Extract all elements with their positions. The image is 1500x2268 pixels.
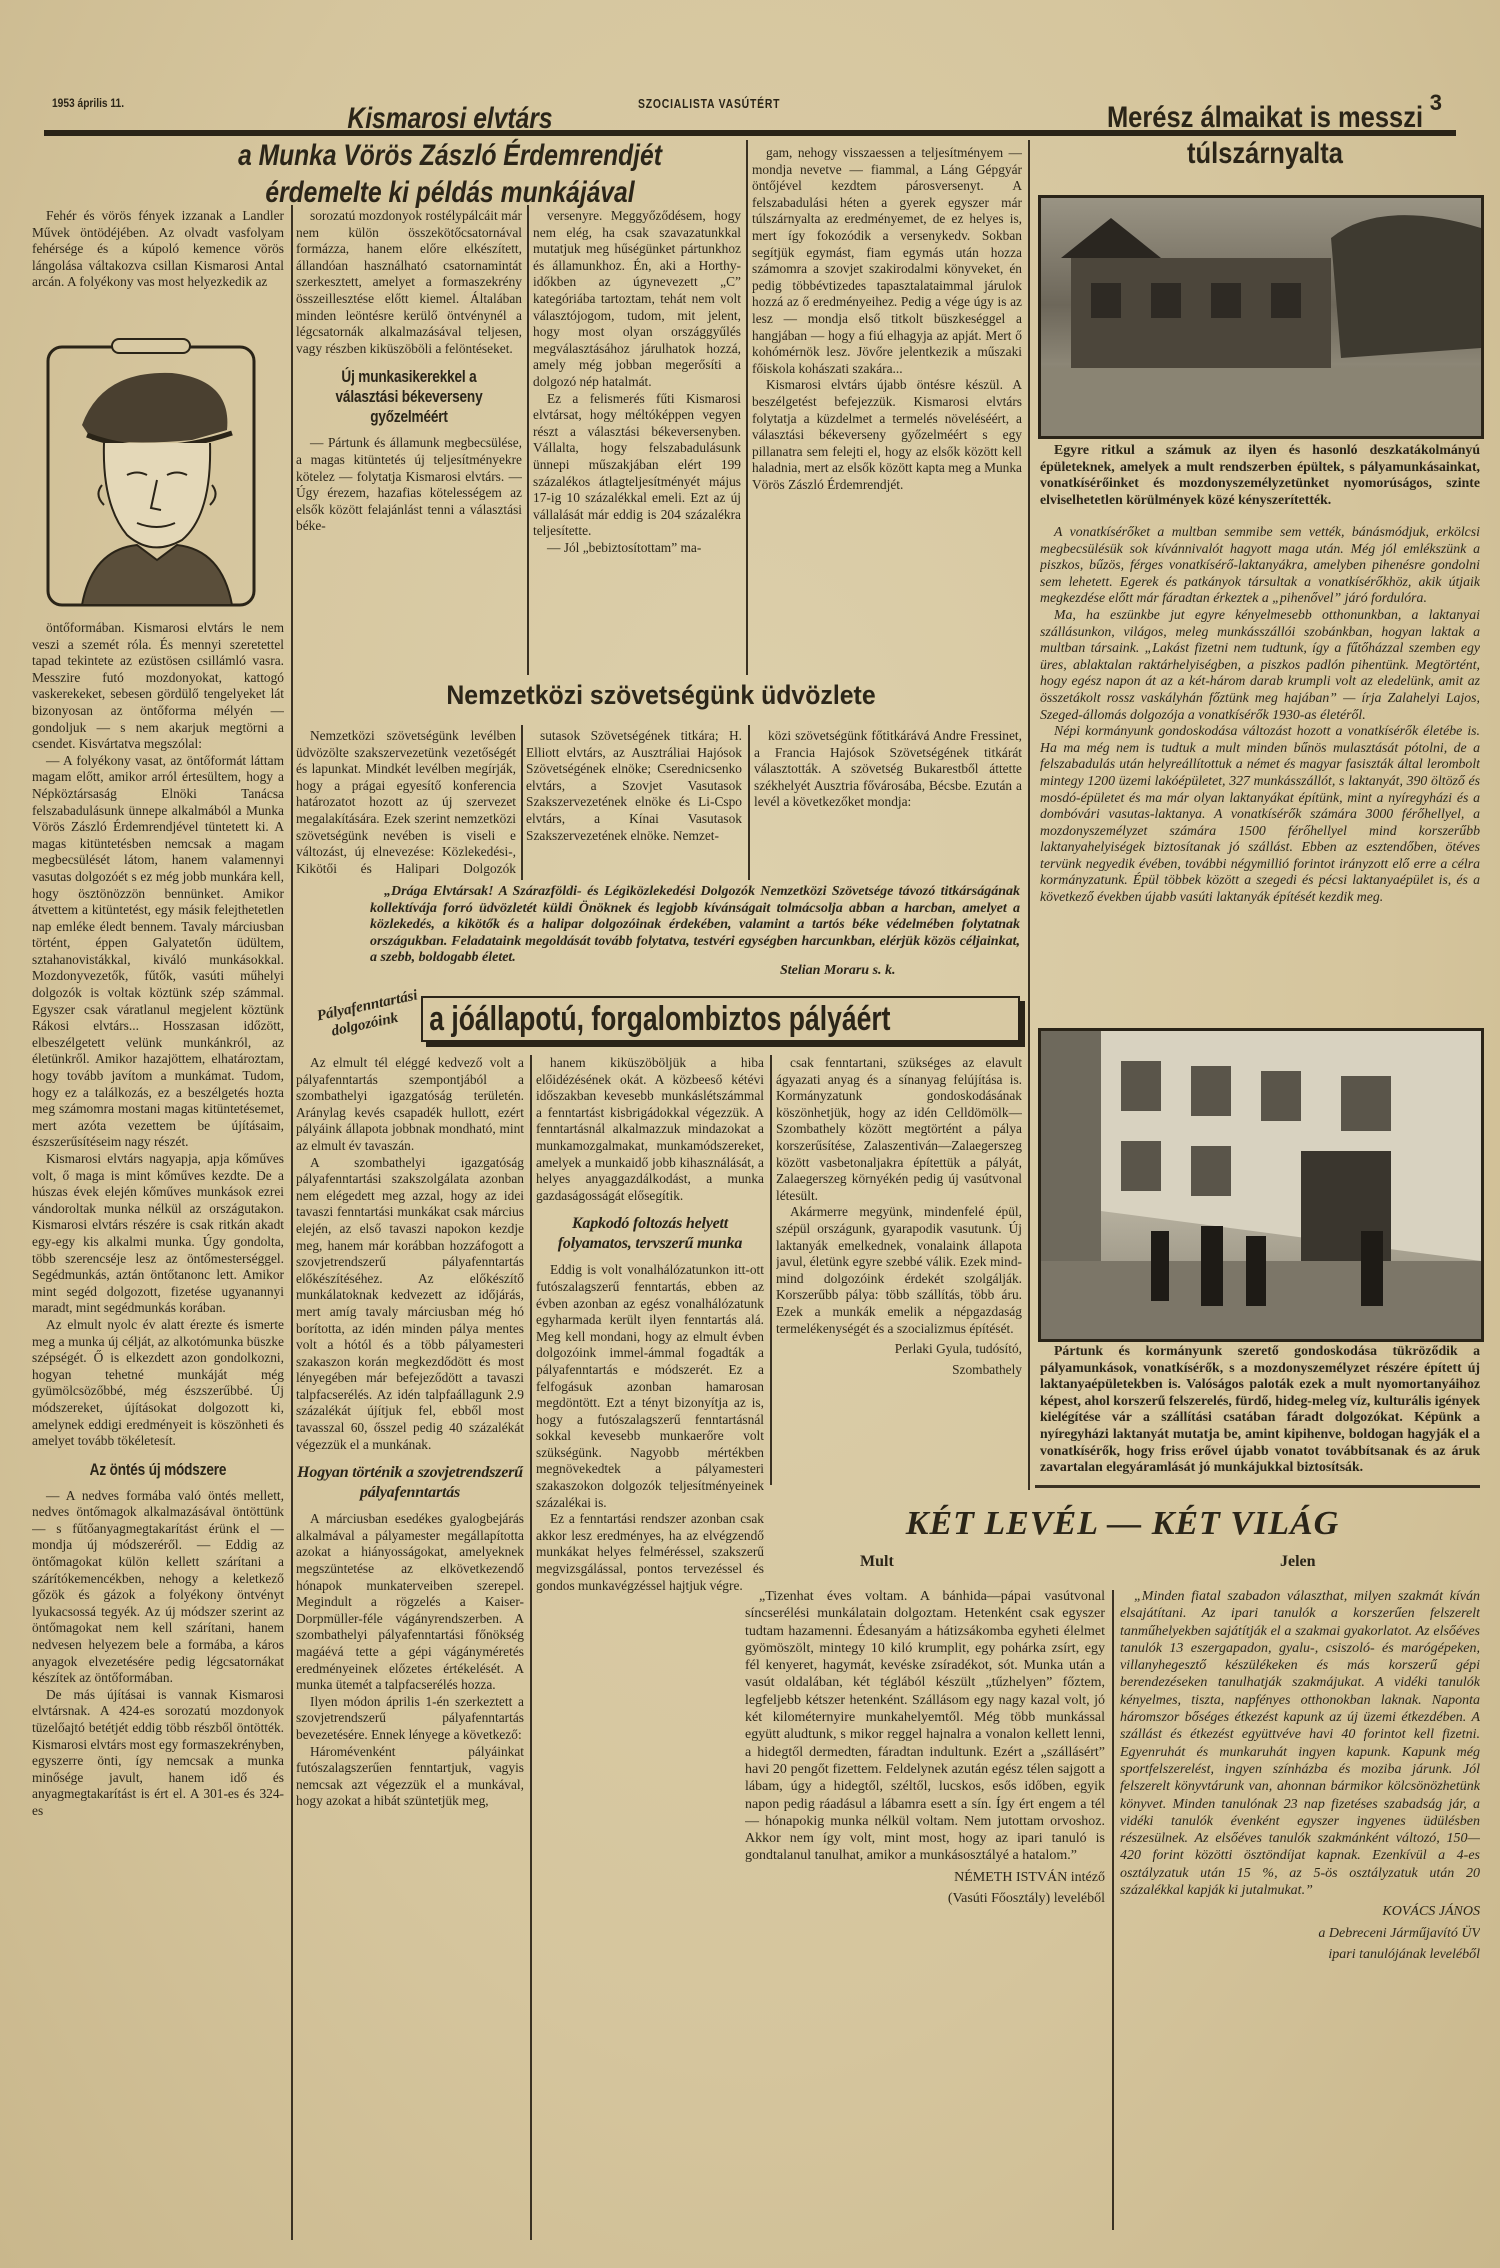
paragraph: „Tizenhat éves voltam. A bánhida—pápai vasútvonal síncserélési munkálatain dolgoztam. Hetenként csak egyszer tudtam hazamenni. Édesanyám a hátizsákomba egyheti élelmet gyömöszölt, mintegy 10 kiló krumplit, egy pohárka zsírt, egy fél kenyeret, hagymát, kevéske zsíradékot, sót. Munka után a vasút oldalában, két téglából készült „tűzhelyen” főztem, legfeljebb kétszer hetenként. Szállásom egy nagy kazal volt, jó két kilométernyire munkahelyemtől. Még több munkással együtt aludtunk, s mikor reggel hajnalra a vonalon kellett lenni, a hidegtől dermedten, fáradtan indultunk. Ezért a „szállásért” havi 20 pengőt fizettem. Feldelynek azután egész télen sajgott a lábam, úgy a hidegtől, széltől, lucskos, esős időben, egyik napon pedig ráadásul a lábamra esett a sín. Így ért engem a tél — hónapokig munka nélkül voltam. Nem jutottam orvoshoz. Akkor nem így volt, mint most, hogy az ipari tanuló is gondtalanul tanulhat, amikor a munkásosztályé a hatalom.” bbox=[745, 1589, 1105, 1864]
paragraph: közi szövetségünk főtitkárává Andre Fressinet, a Francia Hajósok Szövetségének titkárát választották. A szövetség Bukarestből áttette székhelyét Ausztria fővárosába, Bécsbe. Ezután a levél a következőket mondja: bbox=[754, 728, 1022, 810]
paragraph: Háromévenként pályáinkat futószalagszerűen fenntartjuk, vagyis nemcsak azt végezzük el a munkával, hogy azokat a hibát szüntetjük meg, bbox=[296, 1743, 524, 1809]
paragraph: De más újításai is vannak Kismarosi elvtársnak. A 424-es sorozatú mozdonyok tüzelőajtó betétjét eddig több részből öntötték. Kismarosi elvtárs most egy formaszekrényben, egyszerre önti, így nemcsak a munka minősége javult, hanem idő és anyagmegtakarítást is ért el. A 301-es és 324-es bbox=[32, 1686, 284, 1818]
paragraph: „Minden fiatal szabadon választhat, milyen szakmát kíván elsajátítani. Az ipari tanulók a korszerűen felszerelt tanműhelyekben sajátítják el a szakmai gyakorlatot. Az elsőéves tanulók 13 eszergapadon, gyalu-, csiszoló- és marógépeken, villanyhegesztő készülékeken és más korszerű gépi berendezéseken tanulhatják szakmájukat. A vidéki tanulók kényelmes, tiszta, napfényes otthonokban laknak. Naponta háromszor bőséges étkezést kapunk az új üzemi étkezdében. A szállást és étkezést együttvéve havi 40 forintot kell fizetni. Egyenruhát és munkaruhát ingyen kapunk. Kapunk még sportfelszerelést, ingyen színházba és moziba járunk. Jól felszerelt könyvtárunk van, ahonnan bármikor kölcsönözhetünk könyvet. Minden tanulónak 23 nap fizetéses szabadság jár, a vidéki tanulók évenként egyszer ingyenes üdülésben részesülnek. Az elsőéves tanulók szakmánként változó, 150—420 forint közötti ösztöndíjat kapnak. Ezenkívül a 4-es osztályzatuk után 15 %, az 5-ös osztályzatuk után 20 százalékkal kapják ki jutalmukat.” bbox=[1120, 1589, 1480, 1899]
paragraph: csak fenntartani, szükséges az elavult ágyazati anyag és a sínanyag felújítása is. Kormányzatunk gondoskodásának köszönhetjük, hogy az idén Celldömölk—Szombathely között megtörtént a pálya korszerűsítése, Zalaszentiván—Zalaegerszeg között vasbetonaljakra építettük a pályát, Zalaegerszeg környékén pedig új vasútvonal létesült. bbox=[776, 1055, 1022, 1203]
paragraph: Kismarosi elvtárs újabb öntésre készül. A beszélgetést befejezzük. Kismarosi elvtárs folytatja a küzdelmet a termelés növeléséért, a választási békeverseny győzelméért s egy pillanatra sem felejti el, hogy az elsők között kell haladnia, mert az elsők között kapta meg a Munka Vörös Zászló Érdemrendjét. bbox=[752, 377, 1022, 492]
new-barracks-photo bbox=[1038, 1028, 1484, 1342]
signature: ipari tanulójának leveléből bbox=[1328, 1946, 1480, 1962]
headline-line: a Munka Vörös Zászló Érdemrendjét bbox=[238, 139, 662, 172]
signature: Szombathely bbox=[952, 1361, 1022, 1377]
barracks-body bbox=[1040, 524, 1480, 1022]
paragraph: — Pártunk és államunk megbecsülése, a magas kitüntetés új teljesítményekre kötelez — folytatja Kismarosi elvtárs. — Úgy érezem, hazafias kötelességem az elsők között felajánlást tenni a választási béke- bbox=[296, 435, 522, 534]
track-article-col1 bbox=[296, 1055, 524, 2240]
paragraph: öntőformában. Kismarosi elvtárs le nem veszi a szemét róla. És mennyi szeretettel tapad tekintete az ezüstösen csillámló vasra. Messzire futó mozdonyokat, kattogó vaskerekeket, sebesen gördülő tengelyeket lát bizonyosan az öntőforma mélyén — gondoljuk — s nem akarjuk megtörni a csendet. Kisvártatva megszólal: bbox=[32, 620, 284, 752]
page-number: 3 bbox=[1429, 90, 1442, 115]
subheading: Új munkasikerekkel a választási békeverseny győzelméért bbox=[335, 367, 483, 427]
track-article-col3 bbox=[776, 1055, 1022, 1485]
signature: a Debreceni Járműjavító ÜV bbox=[1318, 1925, 1480, 1941]
subheading: Az öntés új módszere bbox=[89, 1459, 227, 1479]
intl-article-col3 bbox=[754, 728, 1022, 878]
photo-caption: Pártunk és kormányunk szerető gondoskodása tükröződik a pályamunkások, vonatkísérők, s a mozdonyszemélyzet részére épített új laktanyaépületekben is. Valóságos paloták ezek a mult nyomortanyáihoz képest, ahol korszerű felszerelés, fürdő, hideg-meleg víz, kulturális igények kielégítése vár a szállítási csatában fáradt dolgozókat. Képünk a nyíregyházi laktanyát mutatja be, amint kipihenve, boldogan hagyják el a vonatkísérők, hogy friss erővel újabb vonatot továbbítsanak és az áruk zavartalan elegyáramlását jó munkájukkal biztosítsák. bbox=[1040, 1343, 1480, 1475]
column-divider bbox=[527, 205, 529, 675]
track-article-col2 bbox=[536, 1055, 764, 2240]
paragraph: Fehér és vörös fények izzanak a Landler Művek öntödéjében. Az olvadt vasfolyam fehérsége és a kúpoló kemence vörös lángolása váltakozva csillan Kismarosi Antal arcán. A folyékony vas most helyezkedik az bbox=[32, 208, 284, 290]
column-divider bbox=[770, 1055, 772, 1485]
letters-past-col bbox=[745, 1588, 1105, 2238]
paragraph: A márciusban esedékes gyalogbejárás alkalmával a pályamester megállapította azokat a hiányosságokat, amelyeknek megszüntetése az elkövetkezendő hónapok munkaterveiben szerepel. Megindult a rögzelés a Kaiser-Dorpmüller-féle vágányrendszerben. A szombathelyi pályafenntartási főnökség magáévá tette a gépi vágányméretés eredményeinek előzetes értékelését. A munka ütemét a talpfacserélés hozza. bbox=[296, 1511, 524, 1693]
paragraph: Az elmult tél eléggé kedvező volt a pályafenntartás szempontjából a szombathelyi igazgatóság területén. Aránylag kevés csapadék hullott, ezért pályáink állapota jobbnak mondható, mint az elmult év tavaszán. bbox=[296, 1055, 524, 1153]
paragraph: Az elmult nyolc év alatt érezte és ismerte meg a munka új célját, az alkotómunka büszke szépségét. Ő is elkezdett azon gondolkozni, hogyan tehetné munkáját még gyümölcsözőbbé, még észszerűbbé. Új módszereket, újításokat dolgozott ki, amelynek eddigi eredményeit is köszönheti és amelyet tovább tökéletesít. bbox=[32, 1316, 284, 1449]
column-divider bbox=[530, 1055, 532, 2240]
paragraph: versenyre. Meggyőződésem, hogy nem elég, ha csak szavazatunkkal mutatjuk meg hűségünket pártunkhoz és államunkhoz. Én, aki a Horthy-időkben az úgynevezett „C” kategóriába tartoztam, tehát nem volt választójogom, tudom, mit jelent, hogy most olyan országgyűlés megválasztásához járulhatok hozzá, amely még jobban megerősíti a dolgozó nép hatalmát. bbox=[533, 208, 741, 389]
old-barracks-photo bbox=[1038, 195, 1484, 439]
intl-article-col2 bbox=[526, 728, 742, 878]
paragraph: Ma, ha eszünkbe jut egyre kényelmesebb otthonunkban, a laktanyai szállásunkon, világos, meleg munkásszállói szobánkban, hogyan laktak a multban társaink. „Lakást fizetni nem tudtunk, így a fűtőházzal szemben egy üres, ablaktalan raktárhelyiségben, a piszkos padlón pihentünk. Megtörtént, hogy egész napon át az a két-három darab krumpli volt az eledelünk, amit az összetákolt rossz vaskályhán főztünk meg hajában” — írja Zalahelyi Lajos, Szeged-állomás dolgozója a vonatkísérők 1930-as életéről. bbox=[1040, 606, 1480, 722]
photo-caption: Egyre ritkul a számuk az ilyen és hasonló deszkatákolmányú épületeknek, amelyek a mult rendszerben épültek, s pályamunkásainkat, vonatkísérőinket és mozdonyszemélyzetünket nyomorúságos, szinte elviselhetetlen körülmények közé kényszerítették. bbox=[1040, 442, 1480, 507]
letters-past-label: Mult bbox=[860, 1553, 894, 1570]
paragraph: Ilyen módon április 1-én szerkeztett a szovjetrendszerű pályafenntartás bevezetésére. Ennek lényege a következő: bbox=[296, 1693, 524, 1742]
track-article-banner bbox=[296, 987, 1026, 1048]
barracks-caption2 bbox=[1040, 1343, 1480, 1483]
subheading: Kapkodó foltozás helyett folyamatos, tervszerű munka bbox=[557, 1215, 743, 1253]
column-divider bbox=[748, 725, 750, 880]
paragraph: gam, nehogy visszaessen a teljesítményem — mondja nevetve — fiammal, a Láng Gépgyár öntőjével kezdtem párosversenyt. A felszabadulási héten a gyerek egyszer már túlszárnyalta az eredményemet, de ez helyes is, mert így fokozódik a versenykedv. Sokban segítjük egymást, fiam egymás után hozza számomra a szovjet szakirodalmi könyveket, én pedig többévtizedes tapasztalataimmal járulok hozzá az ő eredményeihez. Pedig a vége úgy is az lesz — mondja első titkolt büszkeséggel a hangjában — hogy a fiú elhagyja az apját. Mert ő kohómérnök lesz. Jövőre jelentkezik a műszaki főiskola kohászati szakára... bbox=[752, 145, 1022, 376]
intl-letter bbox=[370, 884, 1020, 979]
paragraph: Eddig is volt vonalhálózatunkon itt-ott futószalagszerű fenntartás, ebben az évben azonban az egész vonalhálózatunk egyharmada került ilyen fenntartás alá. Meg kell mondani, hogy az elmult évben dolgozóink immel-ámmal fogadták a pályafenntartás e módszerét. Ez a felfogásuk azonban hamarosan megdöntött. Ezt a tényt bizonyítja az is, hogy a futószalagszerű fenntartásnál sokkal kevesebb munkaerőre volt szükségünk. Nagyobb mértékben megnövekedtek a pályamesteri szakaszokon dolgozók teljesítményeinek százalékai is. bbox=[536, 1262, 764, 1510]
letters-headline: KÉT LEVÉL — KÉT VILÁG bbox=[905, 1505, 1340, 1542]
signature: (Vasúti Főosztály) leveléből bbox=[947, 1891, 1105, 1907]
paragraph: A szombathelyi igazgatóság pályafenntartási szakszolgálata azonban nem elégedett meg azzal, hogy az idei tavaszi fenntartási munkákat csak március elején, az első tavaszi napokon kezdje meg, hanem már korábban hozzáfogott a szovjetrendszerű pályafenntartás előkészítéséhez. Az előkészítő munkálatoknak kedvezett az időjárás, mert amíg tavaly márciusban még hó borította, az idén minden pálya mentes volt a hótól és a több pályamesteri szakaszon korán megkezdődött és most lényegében már befejeződött a tavaszi talpfacserélés. Az idén talpfaállagunk 2.9 százalékát újítjuk fel, ebből most tavasszal 60, ősszel pedig 40 százalékát végezzük el a munkának. bbox=[296, 1154, 524, 1452]
subheading: Hogyan történik a szovjetrendszerű pályafenntartás bbox=[297, 1464, 523, 1502]
paragraph: — Jól „bebiztosítottam” ma- bbox=[547, 539, 702, 555]
main-article-col3 bbox=[533, 208, 741, 673]
paragraph: Ez a felismerés fűti Kismarosi elvtársat, hogy méltóképpen vegyen részt a választási békeversenyben. Vállalta, hogy felszabadulásunk ünnepi műszakjában elért 199 százalékos átlagteljesítményét május 17-ig 10 százalékkal emeli. Ezt az új vállalását már eddig is 204 százalékra teljesítette. bbox=[533, 390, 741, 539]
headline-line: túlszárnyalta bbox=[1187, 137, 1343, 170]
paragraph: sorozatú mozdonyok rostélypálcáit már nem külön összekötőcsatornával formázza, hanem előre elkészített, állandóan használható csatornamintát szerkesztett, amelyet a formaszekrény összeillesztése előtt kiemel. Általában minden leöntésre kerülő öntvénynél a légcsatornák alkalmazásával teljesen, vagy részben kiküszöböli a felöntéseket. bbox=[296, 208, 522, 356]
main-article-col1 bbox=[32, 620, 284, 2245]
track-article-headline-box bbox=[421, 996, 1020, 1042]
paragraph: hanem kiküszöböljük a hiba előidézésének okát. A közbeeső kétévi időszakban kevesebb munkáslétszámmal a fenntartást kisbrigádokkal végezzük. A fenntartásnál alkalmazzuk mindazokat a munkamozgalmakat, munkamódszereket, amelyek a munkaidő jobb kihasználását, a helyes anyaggazdálkodást, a munka gazdaságosságát elősegítik. bbox=[536, 1055, 764, 1203]
paragraph: sutasok Szövetségének titkára; H. Elliott elvtárs, az Ausztráliai Hajósok Szövetségének elnöke; Cserednicsenko elvtárs, a Szovjet Vasutasok Szakszervezetének elnöke és Li-Cspo elvtárs, a Kínai Vasutasok Szakszervezetének elnöke. Nemzet- bbox=[526, 728, 742, 843]
main-article-headline bbox=[188, 100, 713, 211]
track-article-headline: a jóállapotú, forgalombiztos pályáért bbox=[429, 1000, 891, 1038]
track-article-kicker: Pályafenntartási dolgozóink bbox=[315, 987, 420, 1040]
signature: NÉMETH ISTVÁN intéző bbox=[954, 1869, 1105, 1885]
column-divider bbox=[291, 205, 293, 2240]
paper-title: SZOCIALISTA VASÚTÉRT bbox=[638, 96, 781, 111]
paragraph: Ez a fenntartási rendszer azonban csak akkor lesz eredményes, ha az elvégzendő munkákat helyes felméréssel, szakszerű megvizsgálással, pontos tervezéssel és gondos munkavégzéssel hajtjuk végre. bbox=[536, 1511, 764, 1593]
barracks-headline bbox=[1070, 100, 1461, 172]
main-article-col2 bbox=[296, 208, 522, 673]
intl-article-headline: Nemzetközi szövetségünk üdvözlete bbox=[446, 680, 876, 710]
paragraph: — A folyékony vasat, az öntőformát láttam magam előtt, amikor arról értesültem, hogy a Népköztársaság Elnöki Tanácsa felszabadulásunk ünnepe alkalmából a Munka Vörös Zászló Érdemrendjével tüntetett ki. A magas kitüntetésben nemcsak a magam megbecsülését látom, hanem valamennyi vasutas dolgozóét s ez még jobb munkára kell, hogy ösztönözzön bennünket. Amikor átvettem a kitüntetést, egy másik felejthetetlen nap emléke éledt bennem. Tavaly márciusban történt, éppen Galyatetőn üdültem, sztahanovistákkal, kiváló munkásokkal. Mozdonyvezetők, fűtők, vasúti műhelyi dolgozók is voltak köztünk szép számmal. Egyszer csak váratlanul megjelent köztünk Rákosi elvtárs... Hosszasan időzött, elbeszélgetett velünk munkánkról, az életünkről. Amikor hazajöttem, elhatároztam, hogy tovább javítom a munkámat. Tudom, hogy ez a találkozás, ez a beszélgetés hozta meg számomra mostani magas kitüntetésemet, mert azóta vezettem be újításaim, észszerűsítéseim nagy részét. bbox=[32, 752, 284, 1150]
paragraph: Népi kormányunk gondoskodása változást hozott a vonatkísérők életébe is. Ha ma még nem is tudtuk a mult minden bűnös mulasztását pótolni, de a felszabadulás után helyreállítottuk a német és magyar fasiszták által lerombolt mintegy 1200 üzemi lakóépületet, 327 munkásszállót, s laktanyát, 390 öltöző és mosdó-épületet és ma már olyan laktanyákat építünk, mint a nyíregyházi és a dombóvári vasutas-laktanya. A vonatkísérők számára 3000 férőhellyel, a mozdonyszemélyzet számára 1500 férőhellyel mind korszerűbb laktanyahelyiségek biztosítanak jó szállást. Ebben az esztendőben, ötéves tervünk negyedik évében, további négymillió forintot irányzott elő erre a célra kormányzatunk. Épül többek között a szegedi és pécsi laktanyaépület is, és a következő években újabb vasúti laktanyák építését kezdik meg. bbox=[1040, 723, 1480, 905]
main-article-col4 bbox=[752, 145, 1022, 675]
intl-letter-signature: Stelian Moraru s. k. bbox=[780, 963, 896, 978]
letters-present-col bbox=[1120, 1588, 1480, 2238]
signature: KOVÁCS JÁNOS bbox=[1382, 1904, 1480, 1920]
headline-line: Kismarosi elvtárs bbox=[347, 102, 553, 135]
signature: Perlaki Gyula, tudósító, bbox=[894, 1341, 1022, 1357]
section-divider bbox=[1028, 140, 1030, 1490]
headline-line: Merész álmaikat is messzi bbox=[1106, 101, 1424, 134]
column-divider bbox=[746, 140, 748, 675]
paragraph: Akármerre megyünk, mindenfelé épül, szépül országunk, gyarapodik vasutunk. Új laktanyák emelkednek, vonalaink állapota javul, életünk egyre szebbé válik. Ezek mind-mind dolgozóink érdekét szolgálják. Korszerűbb pálya: több szállítás, több áru. Ezek a munkák emelik a népgazdaság termelékenységét és a szocializmus építését. bbox=[776, 1204, 1022, 1336]
portrait-illustration bbox=[42, 335, 260, 610]
main-article-col1-top bbox=[32, 208, 284, 328]
letter-text: „Drága Elvtársak! A Szárazföldi- és Légiközlekedési Dolgozók Nemzetközi Szövetsége távozó titkárságának kollektívája forró üdvözletét küldi Önöknek és legjobb kívánságait tolmácsolja abban a harcban, amelyet a közlekedés, a kikötők és a halipar dolgozóinak érdekében, valamint a tartós béke védelmében folytatnak országukban. Feladataink megoldását tovább folytatva, testvéri egységben harcunkban, elérjük közös céljainkat, a szebb, boldogabb életet. bbox=[370, 884, 1020, 966]
paragraph: — A nedves formába való öntés mellett, nedves öntőmagok alkalmazásával öntöttünk — s fűtőanyagmegtakarítást érünk el — mondja új módszeréről. — Eddig az öntőmagokat külön kellett szárítani a szárítókemencékben, nehogy a keletkező gőzök és gázok a folyékony öntvényt lyukacsossá tegyék. Az új módszer szerint az öntőmagokat nem kell szárítani, hanem nedvesen helyezem bele a formába, a káros anyagok elvezetésére pedig légcsatornákat készítek az öntőformában. bbox=[32, 1487, 284, 1686]
headline-line: érdemelte ki példás munkájával bbox=[265, 176, 635, 209]
letters-present-label: Jelen bbox=[1280, 1553, 1316, 1570]
barracks-caption1 bbox=[1040, 442, 1480, 522]
column-divider bbox=[1112, 1590, 1114, 2230]
section-rule bbox=[1035, 1485, 1480, 1488]
intl-article-col1 bbox=[296, 728, 516, 878]
paragraph: Nemzetközi szövetségünk levélben üdvözölte szakszervezetünk vezetőségét és lapunkat. Mindkét levélben megírják, hogy a prágai egyesítő konferencia határozatot hozott az új szervezet megalakítására. Ezek szerint nemzetközi szövetségünk nevében is viseli e változást, új elnevezése: Közlekedési-, Kikötői és Halipari Dolgozók bbox=[296, 728, 516, 876]
issue-date: 1953 április 11. bbox=[52, 96, 125, 110]
column-divider bbox=[521, 725, 523, 880]
paragraph: A vonatkísérőket a multban semmibe sem vették, bánásmódjuk, erkölcsi megbecsülésük sok kívánnivalót hagyott maga után. Még jól emlékszünk a piszkos, bűzös, férges vonatkísérő-laktanyákra, amelyben pihenésre gondolni sem lehetett. Egerek és patkányok társultak a vonatkísérőkhöz, akik útjaik megkezdése előtt már fáradtan érkeztek a „pihenővel” járó fordulóra. bbox=[1040, 524, 1480, 606]
paragraph: Kismarosi elvtárs nagyapja, apja kőműves volt, ő maga is mint kőműves kezdte. De a húszas évek elején kőműves munkások ezrei vándoroltak munka nélkül az országutakon. Kismarosi elvtárs részére is csak ritkán akadt egy-egy kis alkalmi munka. Úgy gondolta, több szerencséje lesz az öntőmesterséggel. Segédmunkás, aztán öntőtanonc lett. Amikor mint segéd dolgozott, fizetése ugyanannyi maradt, mint segédmunkás korában. bbox=[32, 1151, 284, 1316]
